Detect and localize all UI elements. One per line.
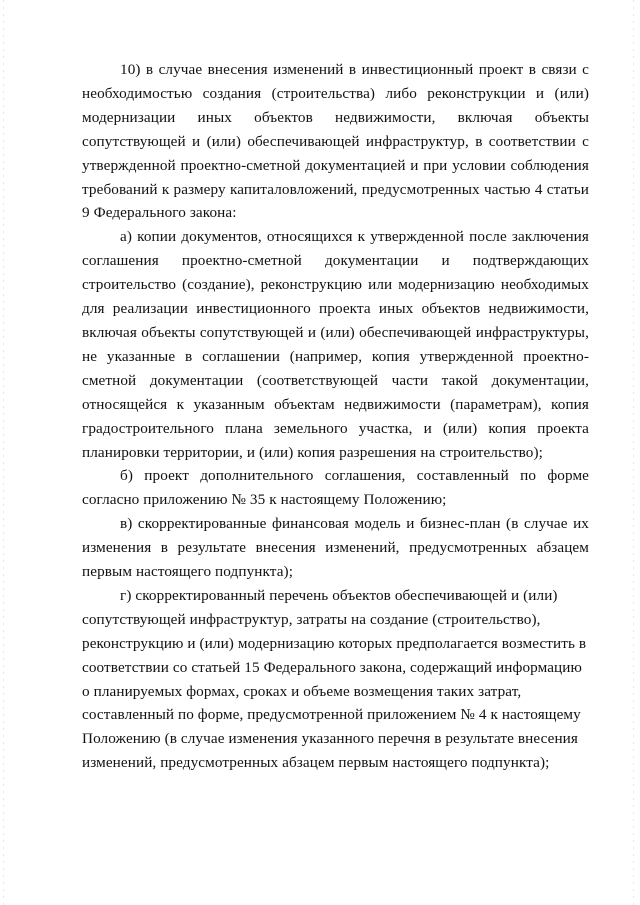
- scan-edge-left: [3, 0, 4, 905]
- paragraph-g: г) скорректированный перечень объектов обеспечивающей и (или) сопутствующей инфраструктур, затраты на создание (строительство), реконструкцию и (или) модернизацию которых предполагается возместить в соответствии со статьей 15 Федерального закона, содержащий информацию о планируемых формах, сроках и объеме возмещения таких затрат, составленный по форме, предусмотренной приложением № 4 к настоящему Положению (в случае изменения указанного перечня в результате внесения изменений, предусмотренных абзацем первым настоящего подпункта);: [82, 586, 587, 772]
- paragraph-b: б) проект дополнительного соглашения, составленный по форме согласно приложению № 35 к настоящему Положению;: [82, 467, 589, 509]
- paragraph-a: а) копии документов, относящихся к утвержденной после заключения соглашения проектно-сметной документации и подтверждающих строительство (создание), реконструкцию или модернизацию необходимых для реализации инвестиционного проекта иных объектов недвижимости, включая объекты сопутствующей и (или) обеспечивающей инфраструктуры, не указанные в соглашении (например, копия утвержденной проектно-сметной документации (соответствующей части такой документации, относящейся к указанным объектам недвижимости (параметрам), копия градостроительного плана земельного участка, и (или) копия проекта планировки территории, и (или) копия разрешения на строительство);: [82, 228, 589, 461]
- paragraph-v: в) скорректированные финансовая модель и бизнес-план (в случае их изменения в результате внесения изменений, предусмотренных абзацем первым настоящего подпункта);: [82, 515, 589, 581]
- scan-edge-right: [633, 0, 634, 905]
- document-body: [82, 58, 589, 775]
- paragraph-10: 10) в случае внесения изменений в инвестиционный проект в связи с необходимостью создания (строительства) либо реконструкции и (или) модернизации иных объектов недвижимости, включая объекты сопутствующей и (или) обеспечивающей инфраструктур, в соответствии с утвержденной проектно-сметной документацией и при условии соблюдения требований к размеру капиталовложений, предусмотренных частью 4 статьи 9 Федерального закона:: [82, 61, 589, 222]
